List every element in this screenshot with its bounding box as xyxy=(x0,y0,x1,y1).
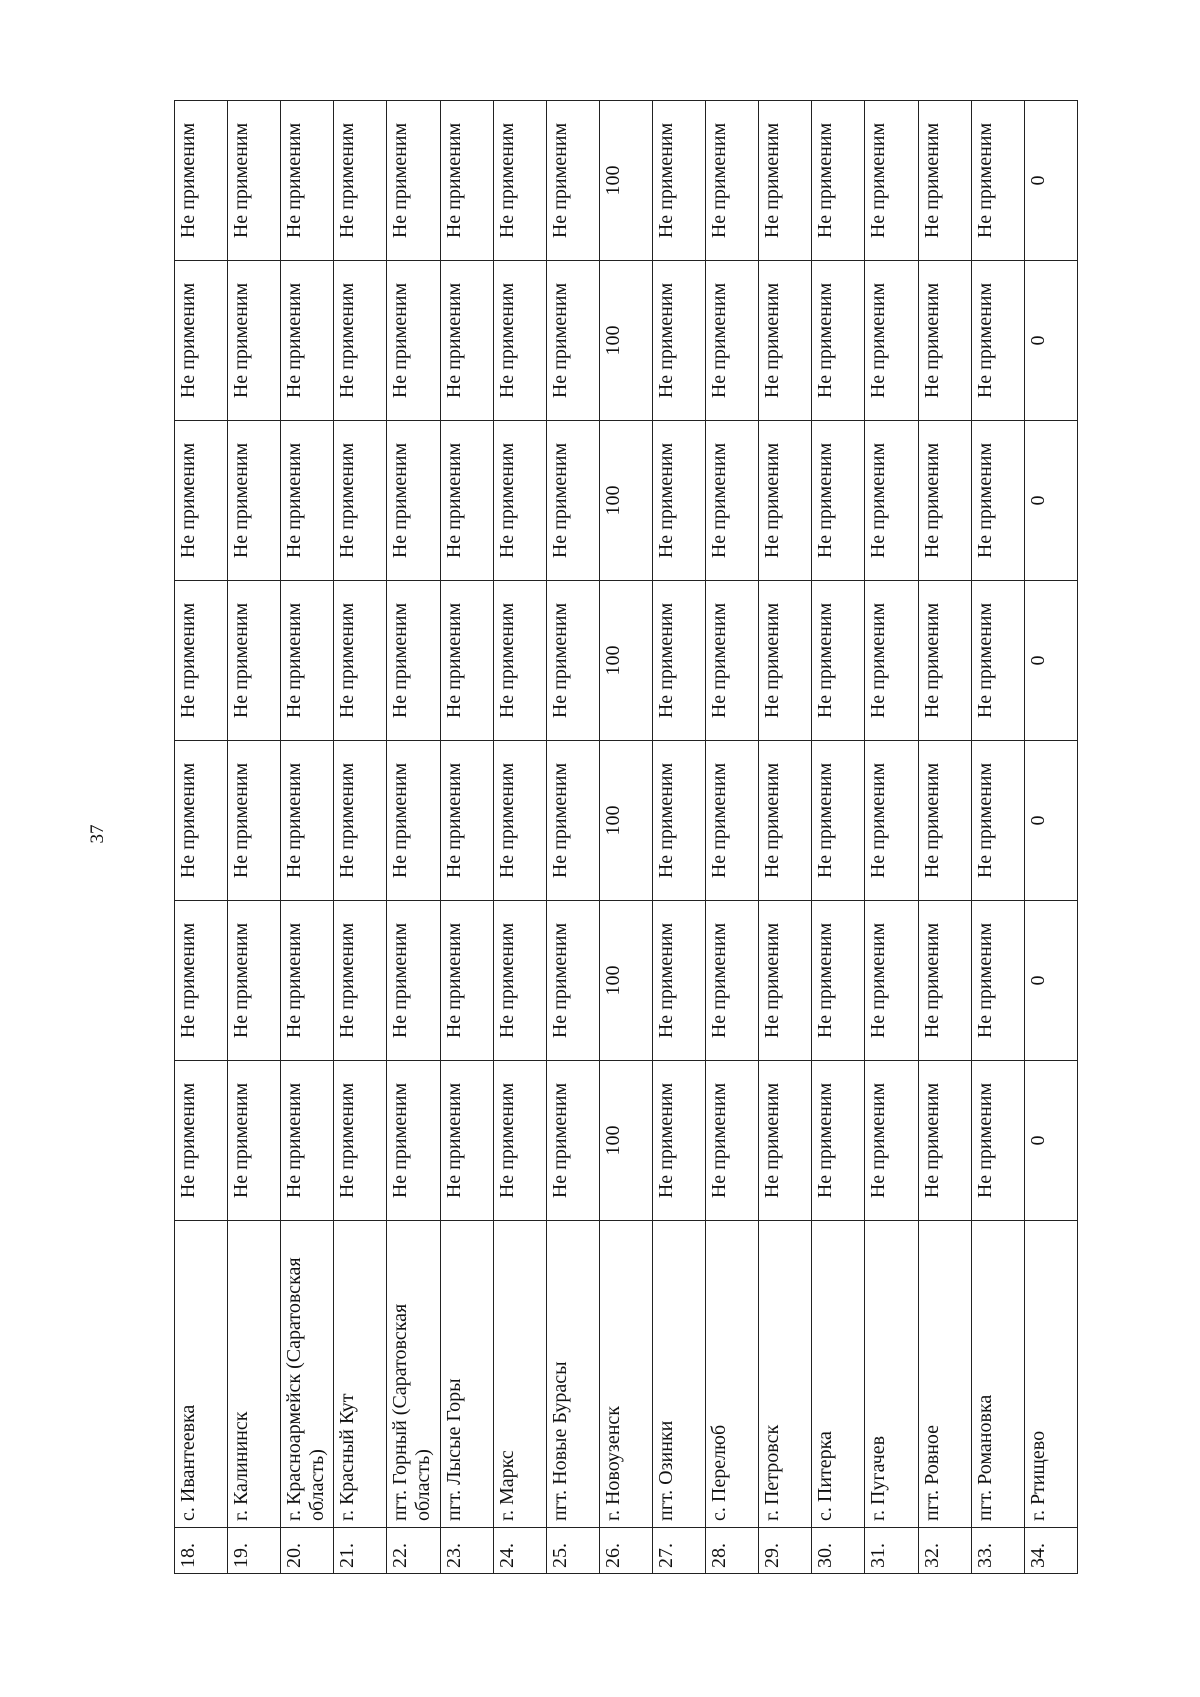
row-number-cell: 22. xyxy=(387,1528,440,1574)
value-cell: Не применим xyxy=(918,901,971,1061)
value-cell: Не применим xyxy=(175,421,228,581)
table-row xyxy=(440,101,493,1574)
value-cell: Не применим xyxy=(228,101,281,261)
value-cell: Не применим xyxy=(918,581,971,741)
value-cell: Не применим xyxy=(706,261,759,421)
value-cell: Не применим xyxy=(387,1061,440,1221)
row-number-cell: 19. xyxy=(228,1528,281,1574)
value-cell: Не применим xyxy=(652,901,705,1061)
settlement-name-cell: пгт. Лысые Горы xyxy=(440,1221,493,1528)
table-row xyxy=(812,101,865,1574)
row-number-cell: 21. xyxy=(334,1528,387,1574)
value-cell: 0 xyxy=(1024,421,1077,581)
row-number-cell: 18. xyxy=(175,1528,228,1574)
value-cell: Не применим xyxy=(281,1061,334,1221)
value-cell: Не применим xyxy=(706,1061,759,1221)
row-number-cell: 33. xyxy=(971,1528,1024,1574)
value-cell: 100 xyxy=(599,901,652,1061)
value-cell: Не применим xyxy=(918,421,971,581)
row-number-cell: 32. xyxy=(918,1528,971,1574)
value-cell: Не применим xyxy=(175,741,228,901)
value-cell: Не применим xyxy=(706,101,759,261)
value-cell: Не применим xyxy=(281,101,334,261)
value-cell: Не применим xyxy=(440,101,493,261)
rotated-table-container xyxy=(174,100,1078,1574)
value-cell: 100 xyxy=(599,101,652,261)
value-cell: Не применим xyxy=(971,101,1024,261)
value-cell: Не применим xyxy=(971,901,1024,1061)
value-cell: Не применим xyxy=(493,581,546,741)
table-row xyxy=(493,101,546,1574)
value-cell: Не применим xyxy=(812,1061,865,1221)
row-number-cell: 26. xyxy=(599,1528,652,1574)
value-cell: Не применим xyxy=(440,741,493,901)
table-row xyxy=(918,101,971,1574)
value-cell: Не применим xyxy=(918,1061,971,1221)
value-cell: Не применим xyxy=(652,1061,705,1221)
value-cell: 100 xyxy=(599,421,652,581)
value-cell: Не применим xyxy=(918,741,971,901)
value-cell: Не применим xyxy=(812,901,865,1061)
row-number-cell: 27. xyxy=(652,1528,705,1574)
value-cell: 0 xyxy=(1024,261,1077,421)
value-cell: Не применим xyxy=(865,1061,918,1221)
value-cell: Не применим xyxy=(706,581,759,741)
table-row xyxy=(334,101,387,1574)
settlement-name-cell: пгт. Горный (Саратовская область) xyxy=(387,1221,440,1528)
value-cell: Не применим xyxy=(228,581,281,741)
value-cell: Не применим xyxy=(918,261,971,421)
value-cell: Не применим xyxy=(652,101,705,261)
value-cell: Не применим xyxy=(493,901,546,1061)
value-cell: Не применим xyxy=(546,101,599,261)
value-cell: Не применим xyxy=(334,101,387,261)
value-cell: Не применим xyxy=(387,421,440,581)
value-cell: Не применим xyxy=(334,741,387,901)
settlement-name-cell: пгт. Новые Бурасы xyxy=(546,1221,599,1528)
settlement-name-cell: с. Ивантеевка xyxy=(175,1221,228,1528)
row-number-cell: 24. xyxy=(493,1528,546,1574)
value-cell: Не применим xyxy=(281,261,334,421)
settlement-name-cell: г. Красный Кут xyxy=(334,1221,387,1528)
value-cell: Не применим xyxy=(440,421,493,581)
value-cell: Не применим xyxy=(812,261,865,421)
row-number-cell: 28. xyxy=(706,1528,759,1574)
value-cell: Не применим xyxy=(971,581,1024,741)
settlement-name-cell: с. Питерка xyxy=(812,1221,865,1528)
value-cell: Не применим xyxy=(812,421,865,581)
value-cell: Не применим xyxy=(440,901,493,1061)
table-row xyxy=(971,101,1024,1574)
value-cell: Не применим xyxy=(652,581,705,741)
value-cell: Не применим xyxy=(652,741,705,901)
value-cell: Не применим xyxy=(865,261,918,421)
table-row xyxy=(175,101,228,1574)
row-number-cell: 23. xyxy=(440,1528,493,1574)
value-cell: 100 xyxy=(599,581,652,741)
value-cell: Не применим xyxy=(759,1061,812,1221)
table-row xyxy=(228,101,281,1574)
value-cell: Не применим xyxy=(706,741,759,901)
value-cell: Не применим xyxy=(334,421,387,581)
row-number-cell: 34. xyxy=(1024,1528,1077,1574)
value-cell: Не применим xyxy=(175,901,228,1061)
value-cell: Не применим xyxy=(759,741,812,901)
value-cell: Не применим xyxy=(865,581,918,741)
value-cell: Не применим xyxy=(971,421,1024,581)
value-cell: Не применим xyxy=(175,101,228,261)
value-cell: Не применим xyxy=(493,261,546,421)
value-cell: Не применим xyxy=(228,901,281,1061)
table-row xyxy=(1024,101,1077,1574)
value-cell: Не применим xyxy=(387,101,440,261)
value-cell: Не применим xyxy=(493,1061,546,1221)
page-number: 37 xyxy=(87,824,108,844)
value-cell: Не применим xyxy=(865,901,918,1061)
value-cell: Не применим xyxy=(387,741,440,901)
value-cell: Не применим xyxy=(865,101,918,261)
value-cell: Не применим xyxy=(971,741,1024,901)
settlement-name-cell: г. Ртищево xyxy=(1024,1221,1077,1528)
value-cell: 0 xyxy=(1024,101,1077,261)
settlement-name-cell: г. Новоузенск xyxy=(599,1221,652,1528)
value-cell: Не применим xyxy=(759,261,812,421)
value-cell: Не применим xyxy=(812,101,865,261)
value-cell: Не применим xyxy=(812,741,865,901)
value-cell: Не применим xyxy=(387,261,440,421)
value-cell: Не применим xyxy=(440,581,493,741)
value-cell: Не применим xyxy=(281,901,334,1061)
value-cell: 0 xyxy=(1024,901,1077,1061)
value-cell: Не применим xyxy=(546,261,599,421)
data-table xyxy=(174,100,1078,1574)
table-row xyxy=(599,101,652,1574)
value-cell: Не применим xyxy=(175,1061,228,1221)
value-cell: Не применим xyxy=(812,581,865,741)
value-cell: Не применим xyxy=(546,1061,599,1221)
settlement-name-cell: г. Маркс xyxy=(493,1221,546,1528)
value-cell: Не применим xyxy=(334,581,387,741)
value-cell: Не применим xyxy=(652,421,705,581)
row-number-cell: 20. xyxy=(281,1528,334,1574)
row-number-cell: 30. xyxy=(812,1528,865,1574)
value-cell: Не применим xyxy=(493,101,546,261)
value-cell: Не применим xyxy=(281,421,334,581)
table-row xyxy=(281,101,334,1574)
value-cell: Не применим xyxy=(971,1061,1024,1221)
value-cell: Не применим xyxy=(281,741,334,901)
table-row xyxy=(546,101,599,1574)
table-row xyxy=(706,101,759,1574)
value-cell: Не применим xyxy=(334,261,387,421)
value-cell: Не применим xyxy=(440,1061,493,1221)
table-body xyxy=(175,101,1078,1574)
value-cell: Не применим xyxy=(546,901,599,1061)
value-cell: Не применим xyxy=(493,741,546,901)
value-cell: Не применим xyxy=(228,421,281,581)
value-cell: Не применим xyxy=(228,741,281,901)
row-number-cell: 25. xyxy=(546,1528,599,1574)
settlement-name-cell: г. Красноармейск (Саратовская область) xyxy=(281,1221,334,1528)
value-cell: 0 xyxy=(1024,581,1077,741)
value-cell: Не применим xyxy=(706,421,759,581)
value-cell: Не применим xyxy=(971,261,1024,421)
value-cell: Не применим xyxy=(865,741,918,901)
value-cell: Не применим xyxy=(759,101,812,261)
value-cell: Не применим xyxy=(387,901,440,1061)
row-number-cell: 31. xyxy=(865,1528,918,1574)
value-cell: Не применим xyxy=(759,901,812,1061)
value-cell: 100 xyxy=(599,741,652,901)
value-cell: 0 xyxy=(1024,741,1077,901)
value-cell: Не применим xyxy=(175,581,228,741)
value-cell: Не применим xyxy=(440,261,493,421)
settlement-name-cell: пгт. Ровное xyxy=(918,1221,971,1528)
value-cell: Не применим xyxy=(175,261,228,421)
value-cell: Не применим xyxy=(546,581,599,741)
settlement-name-cell: пгт. Озинки xyxy=(652,1221,705,1528)
table-row xyxy=(759,101,812,1574)
table-row xyxy=(652,101,705,1574)
settlement-name-cell: г. Петровск xyxy=(759,1221,812,1528)
value-cell: Не применим xyxy=(652,261,705,421)
value-cell: Не применим xyxy=(759,421,812,581)
value-cell: Не применим xyxy=(546,741,599,901)
value-cell: Не применим xyxy=(387,581,440,741)
value-cell: Не применим xyxy=(228,1061,281,1221)
value-cell: Не применим xyxy=(281,581,334,741)
value-cell: Не применим xyxy=(706,901,759,1061)
row-number-cell: 29. xyxy=(759,1528,812,1574)
settlement-name-cell: г. Калининск xyxy=(228,1221,281,1528)
value-cell: Не применим xyxy=(759,581,812,741)
settlement-name-cell: г. Пугачев xyxy=(865,1221,918,1528)
value-cell: Не применим xyxy=(918,101,971,261)
value-cell: Не применим xyxy=(546,421,599,581)
value-cell: Не применим xyxy=(228,261,281,421)
value-cell: Не применим xyxy=(865,421,918,581)
settlement-name-cell: с. Перелюб xyxy=(706,1221,759,1528)
value-cell: 100 xyxy=(599,261,652,421)
table-row xyxy=(865,101,918,1574)
value-cell: 0 xyxy=(1024,1061,1077,1221)
value-cell: Не применим xyxy=(334,1061,387,1221)
settlement-name-cell: пгт. Романовка xyxy=(971,1221,1024,1528)
value-cell: 100 xyxy=(599,1061,652,1221)
table-row xyxy=(387,101,440,1574)
value-cell: Не применим xyxy=(334,901,387,1061)
value-cell: Не применим xyxy=(493,421,546,581)
